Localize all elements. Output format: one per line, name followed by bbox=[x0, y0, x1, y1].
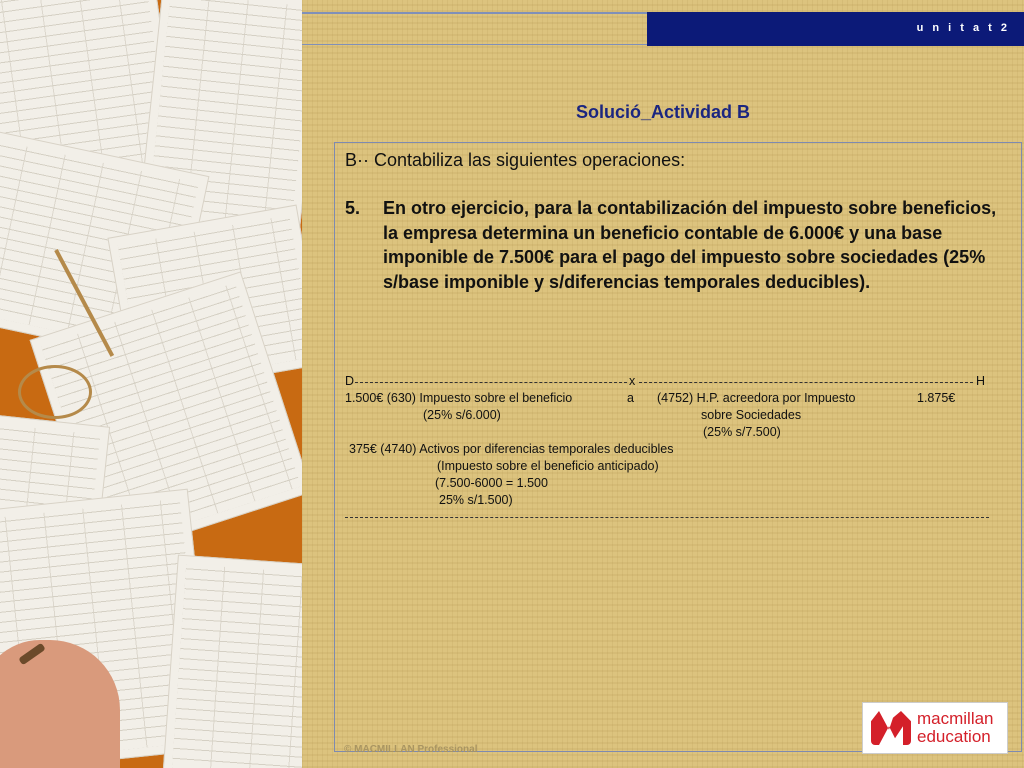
journal-debit-2-note2: (7.500-6000 = 1.500 bbox=[435, 476, 548, 490]
journal-debit-2-note3: 25% s/1.500) bbox=[439, 493, 513, 507]
unit-header-bar bbox=[647, 12, 1024, 46]
journal-header-mid: x bbox=[629, 374, 636, 388]
slide bbox=[302, 0, 1024, 768]
publisher-logo bbox=[862, 702, 1008, 754]
journal-credit-1-amount: 1.875€ bbox=[917, 391, 956, 405]
macmillan-logo-icon bbox=[871, 711, 911, 745]
journal-debit-2-note1: (Impuesto sobre el beneficio anticipado) bbox=[437, 459, 659, 473]
content-box bbox=[334, 142, 1022, 752]
copyright-text: © MACMILLAN Professional bbox=[344, 744, 478, 755]
exercise-heading: B·· Contabiliza las siguientes operaciones: bbox=[345, 150, 686, 170]
journal-credit-1-line2: sobre Sociedades bbox=[701, 408, 802, 422]
logo-text: macmillan education bbox=[917, 709, 994, 746]
journal-separator: a bbox=[627, 391, 634, 405]
journal-credit-1: (4752) H.P. acreedora por Impuesto bbox=[657, 391, 856, 405]
journal-debit-1-note: (25% s/6.000) bbox=[423, 408, 501, 422]
unit-label: u n i t a t 2 bbox=[916, 22, 1010, 34]
journal-credit-1-note: (25% s/7.500) bbox=[703, 425, 781, 439]
item-text: En otro ejercicio, para la contabilización del impuesto sobre beneficios, la empresa determina un beneficio contable de 6.000€ y una base imponible de 7.500€ para el pago del impuesto sobre sociedades (25% s/base imponible y s/diferencias temporales deducibles). bbox=[383, 198, 997, 292]
journal-header-left: D bbox=[345, 374, 355, 388]
background-photo bbox=[0, 0, 302, 768]
glasses-icon bbox=[18, 365, 92, 419]
journal-closing-line bbox=[345, 517, 989, 519]
journal-debit-2: 375€ (4740) Activos por diferencias temporales deducibles bbox=[349, 442, 674, 456]
slide-title: Solució_Actividad B bbox=[575, 102, 751, 122]
journal-debit-1: 1.500€ (630) Impuesto sobre el beneficio bbox=[345, 391, 573, 405]
journal-header-right: H bbox=[976, 374, 986, 388]
item-number: 5. bbox=[345, 198, 361, 218]
